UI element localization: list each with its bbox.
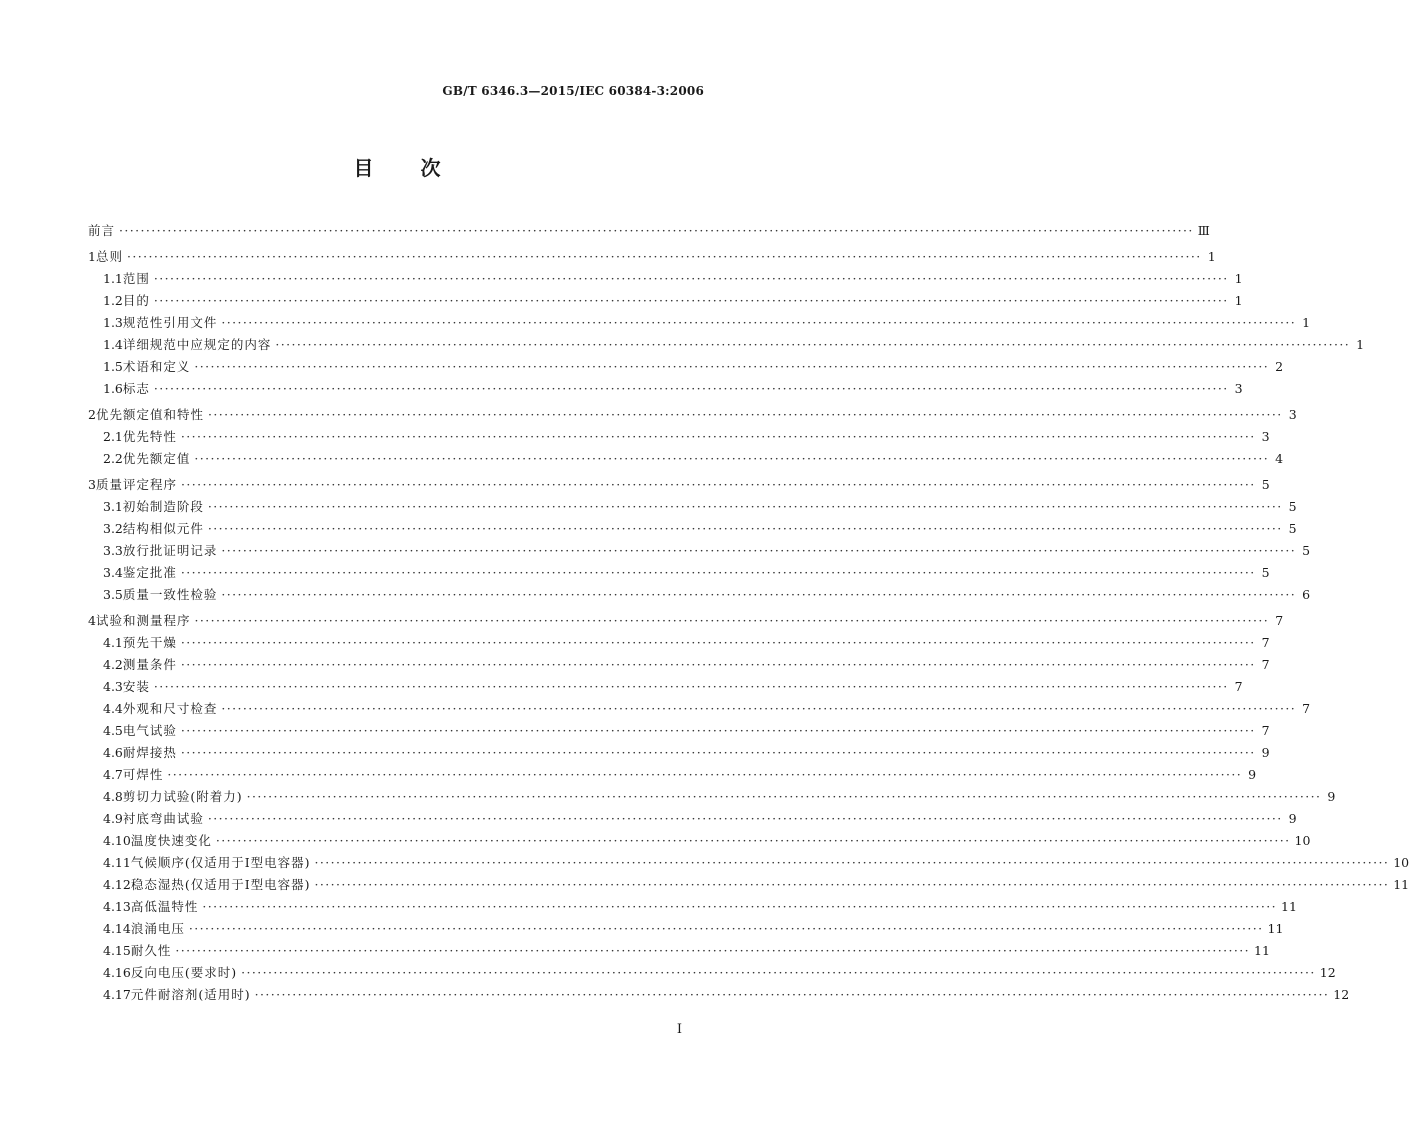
toc-entry-page: Ⅲ [1197,223,1210,238]
toc-entry[interactable] [88,984,1350,1006]
dot-leader: ········································································································································································································ [180,745,1256,760]
toc-entry-title: 鉴定批准 [122,565,177,580]
toc-entry-page: 9 [1248,767,1257,782]
toc-entry-number: 4.3 [103,679,123,694]
dot-leader: ········································································································································································································ [188,921,1264,936]
toc-entry-page: 12 [1333,987,1350,1002]
toc-entry-title: 总则 [95,249,123,264]
toc-entry-page: 10 [1294,833,1311,848]
toc-entry[interactable] [88,268,1243,290]
toc-entry-page: 11 [1267,921,1284,936]
toc-entry-number: 2.1 [103,429,123,444]
toc-entry[interactable] [88,918,1284,940]
toc-entry-number: 4 [88,613,96,628]
dot-leader: ········································································································································································································ [194,359,1270,374]
toc-entry-title: 可焊性 [122,767,164,782]
toc-entry-title: 范围 [122,271,150,286]
toc-entry[interactable] [88,786,1336,808]
toc-entry-number: 4.8 [103,789,123,804]
toc-entry[interactable] [88,742,1270,764]
toc-entry-title: 稳态湿热(仅适用于Ⅰ型电容器) [130,877,311,892]
toc-entry-number: 2 [88,407,96,422]
dot-leader: ········································································································································································································ [241,965,1316,980]
toc-entry-title: 温度快速变化 [130,833,212,848]
table-of-contents [88,220,1409,1006]
dot-leader: ········································································································································································································ [153,293,1229,308]
dot-leader: ········································································································································································································ [153,679,1229,694]
toc-entry-number: 4.5 [103,723,123,738]
dot-leader: ········································································································································································································ [180,723,1256,738]
toc-entry[interactable] [88,334,1365,356]
toc-entry-number: 3.2 [103,521,123,536]
toc-entry-page: 5 [1302,543,1311,558]
toc-entry[interactable] [88,676,1243,698]
toc-entry-title: 优先额定值和特性 [95,407,204,422]
toc-entry-page: 7 [1261,635,1270,650]
toc-entry-number: 4.15 [103,943,131,958]
toc-entry-number: 4.4 [103,701,123,716]
toc-entry[interactable] [88,378,1243,400]
toc-entry[interactable] [88,426,1270,448]
toc-entry-number: 1 [88,249,96,264]
dot-leader: ········································································································································································································ [221,543,1297,558]
toc-entry-title: 剪切力试验(附着力) [122,789,243,804]
toc-entry-title: 规范性引用文件 [122,315,218,330]
toc-entry-number: 3 [88,477,96,492]
toc-entry-number: 1.5 [103,359,123,374]
toc-entry-title: 目的 [122,293,150,308]
toc-entry-title: 耐焊接热 [122,745,177,760]
toc-entry[interactable] [88,940,1270,962]
toc-entry-title: 前言 [88,223,116,238]
toc-entry-number: 4.2 [103,657,123,672]
toc-entry-title: 试验和测量程序 [95,613,191,628]
toc-entry[interactable] [88,830,1311,852]
dot-leader: ········································································································································································································ [180,657,1256,672]
toc-entry-page: 7 [1302,701,1311,716]
toc-entry-number: 3.5 [103,587,123,602]
dot-leader: ········································································································································································································ [175,943,1251,958]
toc-entry-number: 1.4 [103,337,123,352]
toc-entry[interactable] [88,610,1284,632]
toc-entry-number: 4.6 [103,745,123,760]
toc-entry-title: 外观和尺寸检查 [122,701,218,716]
toc-entry-number: 4.12 [103,877,131,892]
toc-entry-page: 7 [1275,613,1284,628]
toc-entry[interactable] [88,290,1243,312]
toc-entry[interactable] [88,448,1284,470]
toc-entry-page: 5 [1261,477,1270,492]
toc-entry-number: 4.11 [103,855,131,870]
toc-entry-number: 4.9 [103,811,123,826]
toc-entry-title: 质量一致性检验 [122,587,218,602]
dot-leader: ········································································································································································································ [126,249,1202,264]
dot-leader: ········································································································································································································ [246,789,1322,804]
toc-entry-page: 7 [1261,723,1270,738]
dot-leader: ········································································································································································································ [207,407,1283,422]
toc-entry[interactable] [88,562,1270,584]
toc-entry[interactable] [88,518,1297,540]
toc-entry-number: 4.1 [103,635,123,650]
dot-leader: ········································································································································································································ [221,701,1297,716]
dot-leader: ········································································································································································································ [221,587,1297,602]
toc-entry-page: 7 [1234,679,1243,694]
toc-entry[interactable] [88,874,1409,896]
dot-leader: ········································································································································································································ [194,613,1270,628]
toc-entry-page: 3 [1234,381,1243,396]
dot-leader: ········································································································································································································ [153,381,1229,396]
toc-entry-page: 4 [1275,451,1284,466]
toc-entry-page: 5 [1288,521,1297,536]
toc-entry-number: 4.17 [103,987,131,1002]
dot-leader: ········································································································································································································ [180,565,1256,580]
toc-entry-page: 6 [1302,587,1311,602]
toc-entry-page: 1 [1356,337,1365,352]
toc-entry-title: 测量条件 [122,657,177,672]
toc-entry-title: 衬底弯曲试验 [122,811,204,826]
toc-entry[interactable] [88,720,1270,742]
toc-entry-number: 4.14 [103,921,131,936]
dot-leader: ········································································································································································································ [207,521,1283,536]
toc-entry-page: 11 [1393,877,1409,892]
standard-code-header: GB/T 6346.3—2015/IEC 60384-3:2006 [442,84,704,98]
toc-entry-page: 1 [1234,271,1243,286]
dot-leader: ········································································································································································································ [314,877,1390,892]
toc-entry-page: 12 [1319,965,1336,980]
toc-entry-page: 9 [1288,811,1297,826]
dot-leader: ········································································································································································································ [207,499,1283,514]
toc-entry-number: 4.13 [103,899,131,914]
toc-entry-title: 预先干燥 [122,635,177,650]
toc-entry-page: 11 [1254,943,1270,958]
toc-entry-page: 3 [1288,407,1297,422]
toc-entry[interactable] [88,654,1270,676]
dot-leader: ········································································································································································································ [215,833,1291,848]
dot-leader: ········································································································································································································ [207,811,1283,826]
dot-leader: ········································································································································································································ [221,315,1297,330]
dot-leader: ········································································································································································································ [314,855,1390,870]
toc-entry[interactable] [88,896,1297,918]
toc-entry-title: 高低温特性 [130,899,199,914]
toc-entry[interactable] [88,312,1311,334]
toc-entry-number: 1.1 [103,271,123,286]
toc-entry[interactable] [88,852,1409,874]
toc-entry-title: 反向电压(要求时) [130,965,238,980]
page-title: 目 次 [353,156,441,180]
toc-entry-page: 5 [1261,565,1270,580]
toc-entry[interactable] [88,496,1297,518]
dot-leader: ········································································································································································································ [202,899,1278,914]
dot-leader: ········································································································································································································ [153,271,1229,286]
toc-entry-page: 11 [1281,899,1297,914]
toc-entry-title: 初始制造阶段 [122,499,204,514]
toc-entry-title: 详细规范中应规定的内容 [122,337,272,352]
toc-entry-number: 3.1 [103,499,123,514]
toc-entry-page: 9 [1327,789,1336,804]
toc-entry[interactable] [88,808,1297,830]
dot-leader: ········································································································································································································ [180,429,1256,444]
toc-entry-title: 元件耐溶剂(适用时) [130,987,251,1002]
toc-entry-page: 2 [1275,359,1284,374]
toc-entry-title: 耐久性 [130,943,172,958]
toc-entry-number: 1.2 [103,293,123,308]
toc-entry[interactable] [88,246,1216,268]
toc-entry[interactable] [88,632,1270,654]
dot-leader: ········································································································································································································ [180,635,1256,650]
toc-entry-number: 4.16 [103,965,131,980]
dot-leader: ········································································································································································································ [167,767,1243,782]
toc-entry[interactable] [88,540,1311,562]
toc-entry[interactable] [88,764,1257,786]
toc-entry-number: 4.10 [103,833,131,848]
toc-entry-title: 气候顺序(仅适用于Ⅰ型电容器) [130,855,311,870]
toc-entry[interactable] [88,584,1311,606]
dot-leader: ········································································································································································································ [180,477,1256,492]
toc-entry[interactable] [88,404,1297,426]
toc-entry-page: 10 [1393,855,1409,870]
toc-entry[interactable] [88,698,1311,720]
dot-leader: ········································································································································································································ [254,987,1330,1002]
toc-entry-title: 电气试验 [122,723,177,738]
dot-leader: ········································································································································································································ [194,451,1270,466]
toc-entry-number: 3.4 [103,565,123,580]
toc-entry-title: 浪涌电压 [130,921,185,936]
toc-entry-title: 优先额定值 [122,451,191,466]
toc-entry-title: 优先特性 [122,429,177,444]
dot-leader: ········································································································································································································ [275,337,1351,352]
page-number: Ⅰ [676,1022,682,1037]
toc-entry-title: 标志 [122,381,150,396]
toc-entry-title: 质量评定程序 [95,477,177,492]
toc-entry[interactable] [88,356,1284,378]
toc-entry-page: 1 [1234,293,1243,308]
toc-entry-title: 术语和定义 [122,359,191,374]
toc-entry[interactable] [88,962,1336,984]
toc-entry-page: 7 [1261,657,1270,672]
toc-entry-page: 9 [1261,745,1270,760]
toc-entry-page: 5 [1288,499,1297,514]
toc-entry-title: 放行批证明记录 [122,543,218,558]
toc-entry-number: 4.7 [103,767,123,782]
toc-entry-title: 结构相似元件 [122,521,204,536]
toc-entry-number: 3.3 [103,543,123,558]
toc-entry-number: 2.2 [103,451,123,466]
toc-entry[interactable] [88,474,1270,496]
toc-entry-page: 3 [1261,429,1270,444]
toc-entry-page: 1 [1302,315,1311,330]
toc-entry-page: 1 [1207,249,1216,264]
toc-entry-title: 安装 [122,679,150,694]
toc-entry-number: 1.6 [103,381,123,396]
dot-leader: ········································································································································································································ [119,223,1194,238]
toc-entry-number: 1.3 [103,315,123,330]
toc-entry[interactable] [88,220,1210,242]
